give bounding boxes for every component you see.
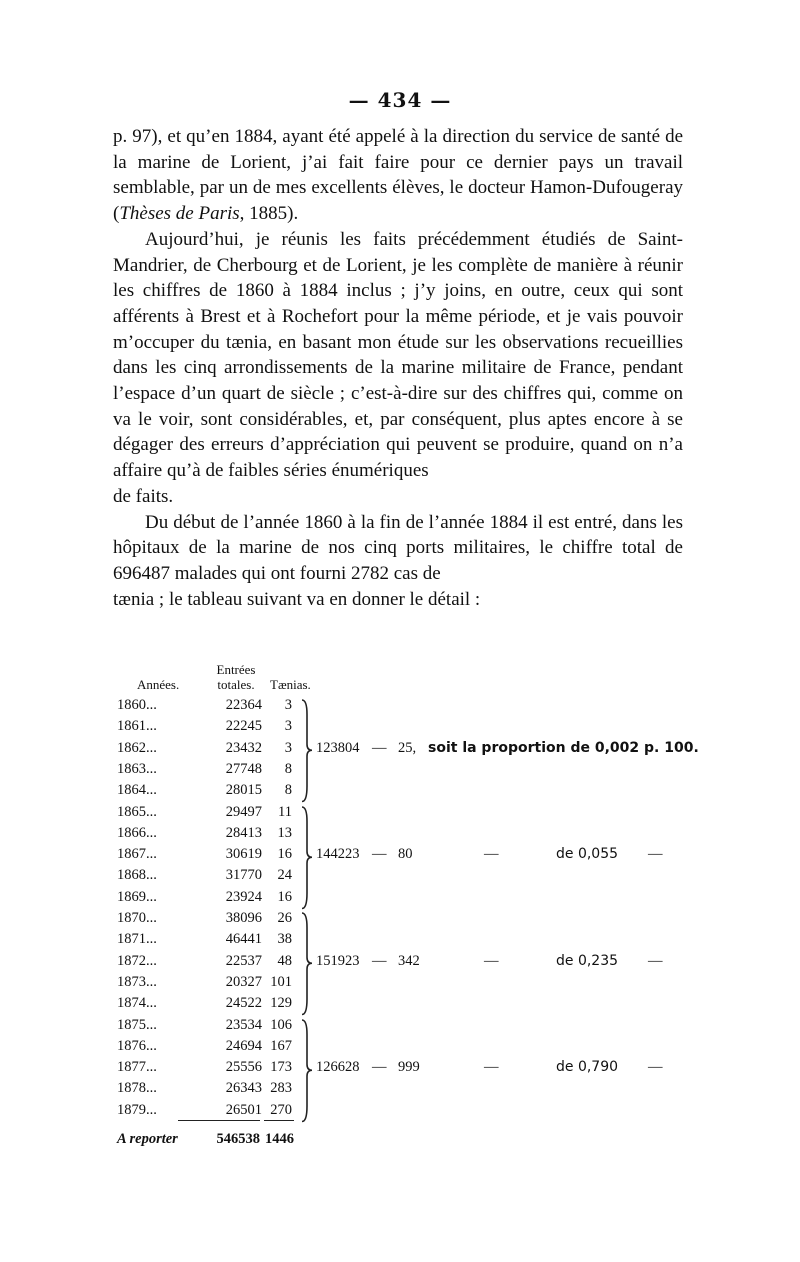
row-year: 1864... [117, 782, 157, 799]
row-entrees: 30619 [225, 846, 262, 863]
row-taenias: 48 [277, 952, 292, 969]
group-brace-path [302, 1020, 312, 1122]
paragraph-1-text: p. 97), et qu’en 1884, ayant été appelé à la direction du service de santé de la marine de Lorient, j’ai fait faire pour ce dernier pays un travail semblable, par un de mes excellents élèves, le docteur Hamon-Dufougeray ( [113, 126, 683, 225]
header-taenias: Tænias. [270, 677, 311, 692]
row-entrees: 25556 [225, 1059, 262, 1076]
row-year: 1861... [117, 718, 157, 735]
group-dash: — [484, 846, 499, 863]
total-rule-taenias [264, 1120, 294, 1121]
group-dash: — [372, 846, 387, 863]
group-brace-path [302, 913, 312, 1015]
row-year: 1866... [117, 824, 157, 841]
row-entrees: 20327 [225, 973, 262, 990]
row-entrees: 46441 [225, 931, 262, 948]
group-dash: — [648, 1059, 663, 1076]
group-total: 151923 [316, 952, 360, 969]
row-entrees: 27748 [225, 760, 262, 777]
row-year: 1875... [117, 1016, 157, 1033]
header-entrees-line1: Entrées [216, 662, 256, 677]
group-brace [300, 1019, 314, 1126]
group-dash: — [484, 952, 499, 969]
row-entrees: 24694 [225, 1037, 262, 1054]
row-year: 1867... [117, 846, 157, 863]
row-entrees: 26501 [225, 1101, 262, 1118]
row-year: 1877... [117, 1059, 157, 1076]
row-entrees: 23432 [225, 739, 262, 756]
row-taenias: 283 [270, 1080, 292, 1097]
row-entrees: 22364 [225, 697, 262, 713]
row-entrees: 23924 [225, 888, 262, 905]
group-ratio: de 0,055 [556, 846, 619, 863]
row-taenias: 3 [284, 697, 292, 713]
group-total: 123804 [316, 739, 360, 756]
row-taenias: 106 [270, 1016, 292, 1033]
paragraph-3-last-line: tænia ; le tableau suivant va en donner le détail : [113, 588, 481, 610]
row-taenias: 3 [284, 739, 292, 756]
total-rule-entrees [178, 1120, 260, 1121]
row-taenias: 16 [277, 846, 292, 863]
row-taenias: 11 [278, 803, 292, 820]
row-year: 1862... [117, 739, 157, 756]
row-entrees: 26343 [225, 1080, 262, 1097]
group-brace [300, 912, 314, 1019]
paragraph-3-text: Du début de l’année 1860 à la fin de l’année 1884 il est entré, dans les hôpitaux de la marine de nos cinq ports militaires, le chiffre total de 696487 malades qui ont fourni 2782 cas de [113, 511, 683, 584]
row-entrees: 24522 [225, 995, 262, 1012]
row-taenias: 3 [284, 718, 292, 735]
row-entrees: 31770 [225, 867, 262, 884]
group-proportion-text: soit la proportion de 0,002 p. 100. [428, 739, 699, 756]
row-taenias: 8 [284, 760, 292, 777]
group-dash: — [372, 952, 387, 969]
group-brace [300, 699, 314, 806]
report-label [117, 1131, 178, 1148]
group-count: 80 [398, 846, 413, 863]
paragraph-2-text: Aujourd’hui, je réunis les faits précédemment étudiés de Saint-Mandrier, de Cherbourg et de Lorient, je les complète de manière à réunir les chiffres de 1860 à 1884 inclus ; j’y joins, en outre, ceux qui sont afférents à Brest et à Rochefort pour la même période, et je vais pouvoir m’occuper du tænia, en basant mon étude sur les observations recueillies dans les cinq arrondissements de la marine militaire de France, pendant l’espace d’un quart de siècle ; c’est-à-dire sur des chiffres qui, comme on va le voir, sont considérables, et, par conséquent, plus aptes encore à se dégager des erreurs d’appréciation qui peuvent se produire, quand on n’a affaire qu’à de faibles séries énumériques [113, 228, 683, 482]
group-count: 342 [398, 952, 420, 969]
row-taenias: 129 [270, 995, 292, 1012]
row-year: 1870... [117, 910, 157, 926]
row-taenias: 38 [277, 931, 292, 948]
header-annees: Années. [137, 677, 180, 692]
row-entrees: 22245 [225, 718, 262, 735]
report-entrees: 546538 [216, 1131, 260, 1147]
row-year: 1872... [117, 952, 157, 969]
row-entrees: 23534 [225, 1016, 262, 1033]
row-year: 1876... [117, 1037, 157, 1054]
group-count: 999 [398, 1059, 420, 1076]
report-taenias: 1446 [265, 1131, 294, 1147]
group-dash: — [484, 1059, 499, 1076]
page-number: — 434 — [348, 88, 452, 112]
group-dash: — [648, 952, 663, 969]
row-taenias: 8 [284, 782, 292, 799]
row-year: 1874... [117, 995, 157, 1012]
row-year: 1878... [117, 1080, 157, 1097]
group-count: 25, [398, 739, 417, 756]
row-taenias: 24 [277, 867, 292, 884]
group-dash: — [648, 846, 663, 863]
group-total: 126628 [316, 1059, 360, 1076]
row-year: 1869... [117, 888, 157, 905]
group-brace-path [302, 700, 312, 802]
paragraph-2-last-line: de faits. [113, 485, 174, 507]
row-taenias: 167 [270, 1037, 292, 1054]
group-brace-path [302, 807, 312, 909]
row-year: 1863... [117, 760, 157, 777]
row-taenias: 101 [270, 973, 292, 990]
row-taenias: 16 [277, 888, 292, 905]
group-dash: — [372, 1059, 387, 1076]
row-year: 1879... [117, 1101, 157, 1118]
group-ratio: de 0,790 [556, 1059, 619, 1076]
row-year: 1865... [117, 803, 157, 820]
row-taenias: 270 [270, 1101, 292, 1118]
group-total: 144223 [316, 846, 360, 863]
row-entrees: 38096 [225, 910, 262, 926]
row-taenias: 26 [277, 910, 292, 926]
paragraph-1-citation: Thèses de Paris [119, 203, 240, 225]
row-entrees: 29497 [225, 803, 262, 820]
paragraph-1-end: , 1885). [239, 203, 299, 225]
header-entrees-line2: totales. [217, 677, 255, 692]
row-year: 1860... [117, 697, 157, 713]
row-taenias: 13 [277, 824, 292, 841]
group-ratio: de 0,235 [556, 952, 619, 969]
group-dash: — [372, 739, 387, 756]
row-year: 1868... [117, 867, 157, 884]
report-label-text: A reporter [117, 1131, 178, 1147]
row-year: 1873... [117, 973, 157, 990]
row-entrees: 28413 [225, 824, 262, 841]
row-entrees: 28015 [225, 782, 262, 799]
group-brace [300, 806, 314, 913]
row-taenias: 173 [270, 1059, 292, 1076]
row-year: 1871... [117, 931, 157, 948]
row-entrees: 22537 [225, 952, 262, 969]
